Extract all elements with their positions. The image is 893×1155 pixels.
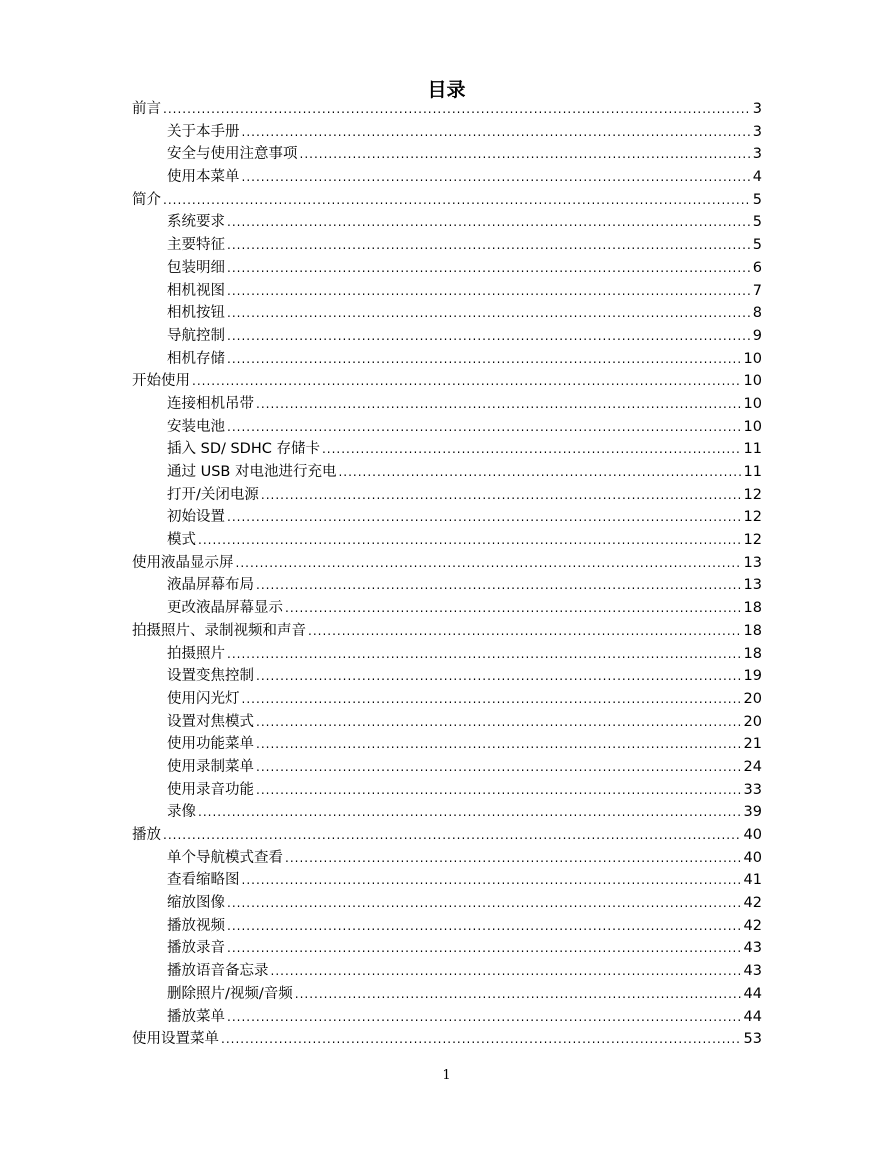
toc-entry-page: 11 — [743, 441, 762, 458]
toc-entry — [132, 620, 762, 643]
toc-entry — [132, 393, 762, 416]
toc-entry-label: 单个导航模式查看 — [167, 849, 283, 866]
toc-entry-page: 12 — [743, 486, 762, 503]
toc-entry-label: 拍摄照片 — [167, 645, 225, 662]
toc-entry — [132, 348, 762, 371]
toc-entry-label: 设置变焦控制 — [167, 668, 254, 685]
toc-entry-label: 导航控制 — [167, 327, 225, 344]
toc-entry-label: 使用设置菜单 — [132, 1031, 219, 1048]
toc-dot-leader — [227, 915, 742, 938]
toc-entry — [132, 257, 762, 280]
toc-entry-label: 安装电池 — [167, 418, 225, 435]
toc-entry-page: 40 — [743, 827, 762, 843]
toc-entry-label: 相机视图 — [167, 282, 225, 299]
toc-dot-leader — [256, 756, 742, 779]
toc-entry-page: 39 — [743, 804, 762, 821]
toc-entry — [132, 847, 762, 870]
toc-dot-leader — [163, 824, 742, 847]
toc-entry-label: 播放视频 — [167, 917, 225, 934]
toc-entry — [132, 325, 762, 348]
toc-entry-page: 9 — [752, 327, 762, 344]
toc-entry — [132, 302, 762, 325]
toc-entry-page: 13 — [743, 554, 762, 571]
toc-entry — [132, 892, 762, 915]
toc-entry-page: 33 — [743, 781, 762, 798]
toc-entry-page: 12 — [743, 532, 762, 549]
toc-dot-leader — [256, 779, 742, 802]
toc-entry — [132, 370, 762, 393]
toc-entry — [132, 484, 762, 507]
toc-entry-label: 播放菜单 — [167, 1008, 225, 1025]
toc-entry — [132, 189, 762, 212]
toc-dot-leader — [198, 529, 742, 552]
toc-entry-label: 打开/关闭电源 — [167, 486, 259, 503]
toc-entry-page: 40 — [743, 849, 762, 866]
toc-entry-label: 删除照片/视频/音频 — [167, 985, 293, 1002]
toc-entry — [132, 597, 762, 620]
toc-entry-page: 43 — [743, 940, 762, 957]
toc-dot-leader — [256, 711, 742, 734]
toc-dot-leader — [227, 348, 742, 371]
toc-entry-page: 43 — [743, 963, 762, 980]
toc-entry — [132, 461, 762, 484]
toc-entry — [132, 824, 762, 847]
toc-dot-leader — [322, 438, 742, 461]
toc-entry-label: 液晶屏幕布局 — [167, 577, 254, 594]
toc-entry-page: 20 — [743, 690, 762, 707]
toc-entry-label: 模式 — [167, 532, 196, 549]
toc-entry-label: 拍摄照片、录制视频和声音 — [132, 622, 306, 639]
toc-entry-label: 使用液晶显示屏 — [132, 554, 234, 571]
toc-entry — [132, 665, 762, 688]
toc-entry — [132, 98, 762, 121]
toc-entry-page: 12 — [743, 509, 762, 526]
toc-dot-leader — [256, 665, 742, 688]
toc-entry-page: 42 — [743, 895, 762, 912]
toc-entry-page: 41 — [743, 872, 762, 889]
table-of-contents — [132, 98, 762, 1051]
toc-dot-leader — [242, 688, 742, 711]
toc-entry — [132, 166, 762, 189]
toc-entry-label: 使用功能菜单 — [167, 736, 254, 753]
toc-entry-page: 19 — [743, 668, 762, 685]
toc-entry-label: 简介 — [132, 191, 161, 208]
toc-entry — [132, 711, 762, 734]
toc-dot-leader — [261, 484, 742, 507]
toc-entry-label: 查看缩略图 — [167, 872, 240, 889]
toc-entry-page: 18 — [743, 645, 762, 662]
toc-dot-leader — [227, 1006, 742, 1029]
toc-dot-leader — [227, 280, 751, 303]
toc-entry — [132, 1028, 762, 1051]
toc-dot-leader — [300, 143, 751, 166]
toc-dot-leader — [198, 801, 742, 824]
toc-entry-label: 使用录制菜单 — [167, 758, 254, 775]
toc-dot-leader — [271, 960, 742, 983]
toc-dot-leader — [227, 416, 742, 439]
toc-entry — [132, 756, 762, 779]
toc-dot-leader — [308, 620, 742, 643]
toc-entry-label: 安全与使用注意事项 — [167, 146, 298, 163]
toc-dot-leader — [221, 1028, 742, 1051]
toc-dot-leader — [227, 506, 742, 529]
toc-dot-leader — [227, 643, 742, 666]
toc-entry — [132, 733, 762, 756]
toc-entry-page: 10 — [743, 373, 762, 390]
toc-entry-label: 包装明细 — [167, 259, 225, 276]
toc-entry-label: 主要特征 — [167, 237, 225, 254]
toc-dot-leader — [227, 325, 751, 348]
toc-dot-leader — [256, 733, 742, 756]
toc-dot-leader — [227, 257, 751, 280]
toc-entry-page: 20 — [743, 713, 762, 730]
toc-entry-page: 18 — [743, 600, 762, 617]
toc-dot-leader — [227, 937, 742, 960]
toc-entry — [132, 915, 762, 938]
toc-entry — [132, 1006, 762, 1029]
toc-entry-page: 18 — [743, 622, 762, 639]
toc-entry-label: 使用闪光灯 — [167, 690, 240, 707]
toc-entry-label: 使用本菜单 — [167, 169, 240, 186]
toc-entry-label: 插入 SD/ SDHC 存储卡 — [167, 441, 320, 458]
toc-entry-label: 通过 USB 对电池进行充电 — [167, 464, 337, 480]
toc-entry — [132, 960, 762, 983]
toc-entry-page: 4 — [752, 169, 762, 186]
toc-entry-label: 设置对焦模式 — [167, 713, 254, 730]
toc-entry-page: 11 — [743, 464, 762, 480]
toc-entry-label: 系统要求 — [167, 214, 225, 231]
toc-entry-label: 播放 — [132, 827, 161, 843]
toc-dot-leader — [285, 597, 742, 620]
toc-entry-page: 53 — [743, 1031, 762, 1048]
toc-dot-leader — [163, 189, 751, 212]
toc-entry-page: 10 — [743, 350, 762, 367]
toc-entry-page: 5 — [752, 191, 762, 208]
toc-dot-leader — [227, 234, 751, 257]
toc-entry — [132, 574, 762, 597]
toc-entry-page: 44 — [743, 985, 762, 1002]
toc-entry-label: 录像 — [167, 804, 196, 821]
toc-entry-label: 前言 — [132, 101, 161, 117]
toc-entry-page: 3 — [752, 146, 762, 163]
toc-dot-leader — [163, 98, 751, 121]
toc-dot-leader — [227, 211, 751, 234]
toc-entry-page: 44 — [743, 1008, 762, 1025]
toc-entry — [132, 869, 762, 892]
toc-heading: 目录 — [427, 78, 466, 101]
toc-dot-leader — [242, 166, 751, 189]
toc-entry-page: 10 — [743, 418, 762, 435]
toc-entry-label: 初始设置 — [167, 509, 225, 526]
toc-entry-label: 缩放图像 — [167, 895, 225, 912]
toc-entry — [132, 506, 762, 529]
toc-entry-label: 播放语音备忘录 — [167, 963, 269, 980]
toc-entry-page: 5 — [752, 214, 762, 231]
toc-entry — [132, 121, 762, 144]
toc-entry-label: 相机存储 — [167, 350, 225, 367]
toc-dot-leader — [295, 983, 742, 1006]
toc-entry — [132, 416, 762, 439]
toc-dot-leader — [192, 370, 742, 393]
toc-entry — [132, 937, 762, 960]
toc-entry — [132, 983, 762, 1006]
toc-entry — [132, 280, 762, 303]
toc-entry-page: 24 — [743, 758, 762, 775]
toc-dot-leader — [227, 302, 751, 325]
toc-entry-page: 42 — [743, 917, 762, 934]
toc-entry-label: 开始使用 — [132, 373, 190, 390]
toc-entry — [132, 143, 762, 166]
toc-entry — [132, 438, 762, 461]
toc-entry-page: 6 — [752, 259, 762, 276]
toc-dot-leader — [338, 461, 741, 484]
toc-dot-leader — [242, 869, 742, 892]
toc-entry — [132, 211, 762, 234]
toc-entry-page: 13 — [743, 577, 762, 594]
toc-dot-leader — [256, 393, 742, 416]
toc-dot-leader — [242, 121, 751, 144]
toc-entry-label: 连接相机吊带 — [167, 395, 254, 412]
toc-entry-page: 7 — [752, 282, 762, 299]
toc-dot-leader — [227, 892, 742, 915]
toc-dot-leader — [236, 552, 742, 575]
toc-entry — [132, 529, 762, 552]
toc-entry-page: 8 — [752, 305, 762, 322]
toc-entry-page: 21 — [743, 736, 762, 753]
toc-entry-page: 3 — [752, 123, 762, 140]
toc-entry-label: 播放录音 — [167, 940, 225, 957]
toc-entry-label: 相机按钮 — [167, 305, 225, 322]
page-number: 1 — [442, 1068, 451, 1083]
toc-entry — [132, 688, 762, 711]
toc-dot-leader — [285, 847, 742, 870]
toc-dot-leader — [256, 574, 742, 597]
toc-entry-label: 关于本手册 — [167, 123, 240, 140]
toc-entry-page: 10 — [743, 395, 762, 412]
toc-entry — [132, 779, 762, 802]
toc-entry — [132, 552, 762, 575]
toc-entry — [132, 234, 762, 257]
toc-entry-label: 更改液晶屏幕显示 — [167, 600, 283, 617]
toc-entry-label: 使用录音功能 — [167, 781, 254, 798]
toc-entry-page: 3 — [752, 101, 762, 117]
toc-entry-page: 5 — [752, 237, 762, 254]
toc-entry — [132, 643, 762, 666]
toc-entry — [132, 801, 762, 824]
